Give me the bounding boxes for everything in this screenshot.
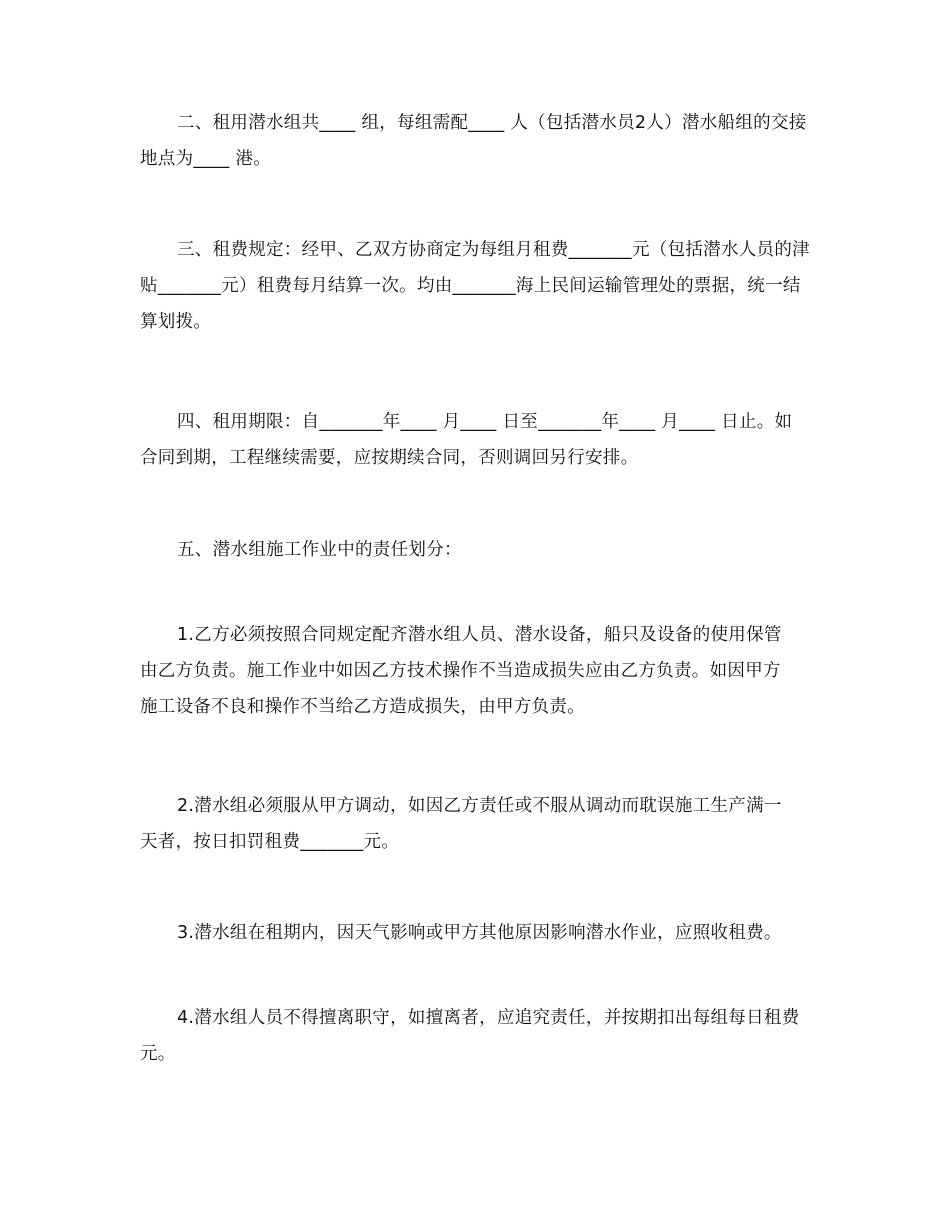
section-5-responsibilities-heading [140, 532, 812, 568]
clause-3-weather-fees [140, 915, 812, 951]
text-line: 地点为____ 港。 [140, 149, 272, 169]
text-line: 天者，按日扣罚租费_______元。 [140, 832, 400, 852]
text-line: 五、潜水组施工作业中的责任划分： [177, 540, 462, 560]
text-line: 施工设备不良和操作不当给乙方造成损失，由甲方负责。 [140, 697, 585, 717]
clause-4-personnel-duty [140, 1000, 812, 1072]
section-3-rental-fees [140, 232, 812, 340]
text-line: 合同到期，工程继续需要，应按期续合同，否则调回另行安排。 [140, 448, 639, 468]
text-line: 元。 [140, 1044, 176, 1064]
text-line: 3.潜水组在租期内，因天气影响或甲方其他原因影响潜水作业，应照收租费。 [177, 923, 782, 943]
text-line: 贴_______元）租费每月结算一次。均由_______海上民间运输管理处的票据，统一结 [140, 276, 801, 296]
clause-2-dispatch-penalty [140, 788, 812, 860]
text-line: 三、租费规定：经甲、乙双方协商定为每组月租费_______元（包括潜水人员的津 [177, 240, 810, 260]
text-line: 二、租用潜水组共____ 组，每组需配____ 人（包括潜水员2人）潜水船组的交接 [177, 113, 807, 133]
section-4-rental-period [140, 404, 812, 476]
text-line: 算划拨。 [140, 312, 212, 332]
text-line: 2.潜水组必须服从甲方调动，如因乙方责任或不服从调动而耽误施工生产满一 [177, 796, 782, 816]
text-line: 由乙方负责。施工作业中如因乙方技术操作不当造成损失应由乙方负责。如因甲方 [140, 661, 781, 681]
clause-1-equipment-responsibility [140, 617, 812, 725]
text-line: 四、租用期限：自_______年____ 月____ 日至_______年____ 月____ 日止。如 [177, 412, 793, 432]
section-2-rental-quantity [140, 105, 812, 177]
text-line: 4.潜水组人员不得擅离职守，如擅离者，应追究责任，并按期扣出每组每日租费 [177, 1008, 800, 1028]
text-line: 1.乙方必须按照合同规定配齐潜水组人员、潜水设备，船只及设备的使用保管 [177, 625, 782, 645]
